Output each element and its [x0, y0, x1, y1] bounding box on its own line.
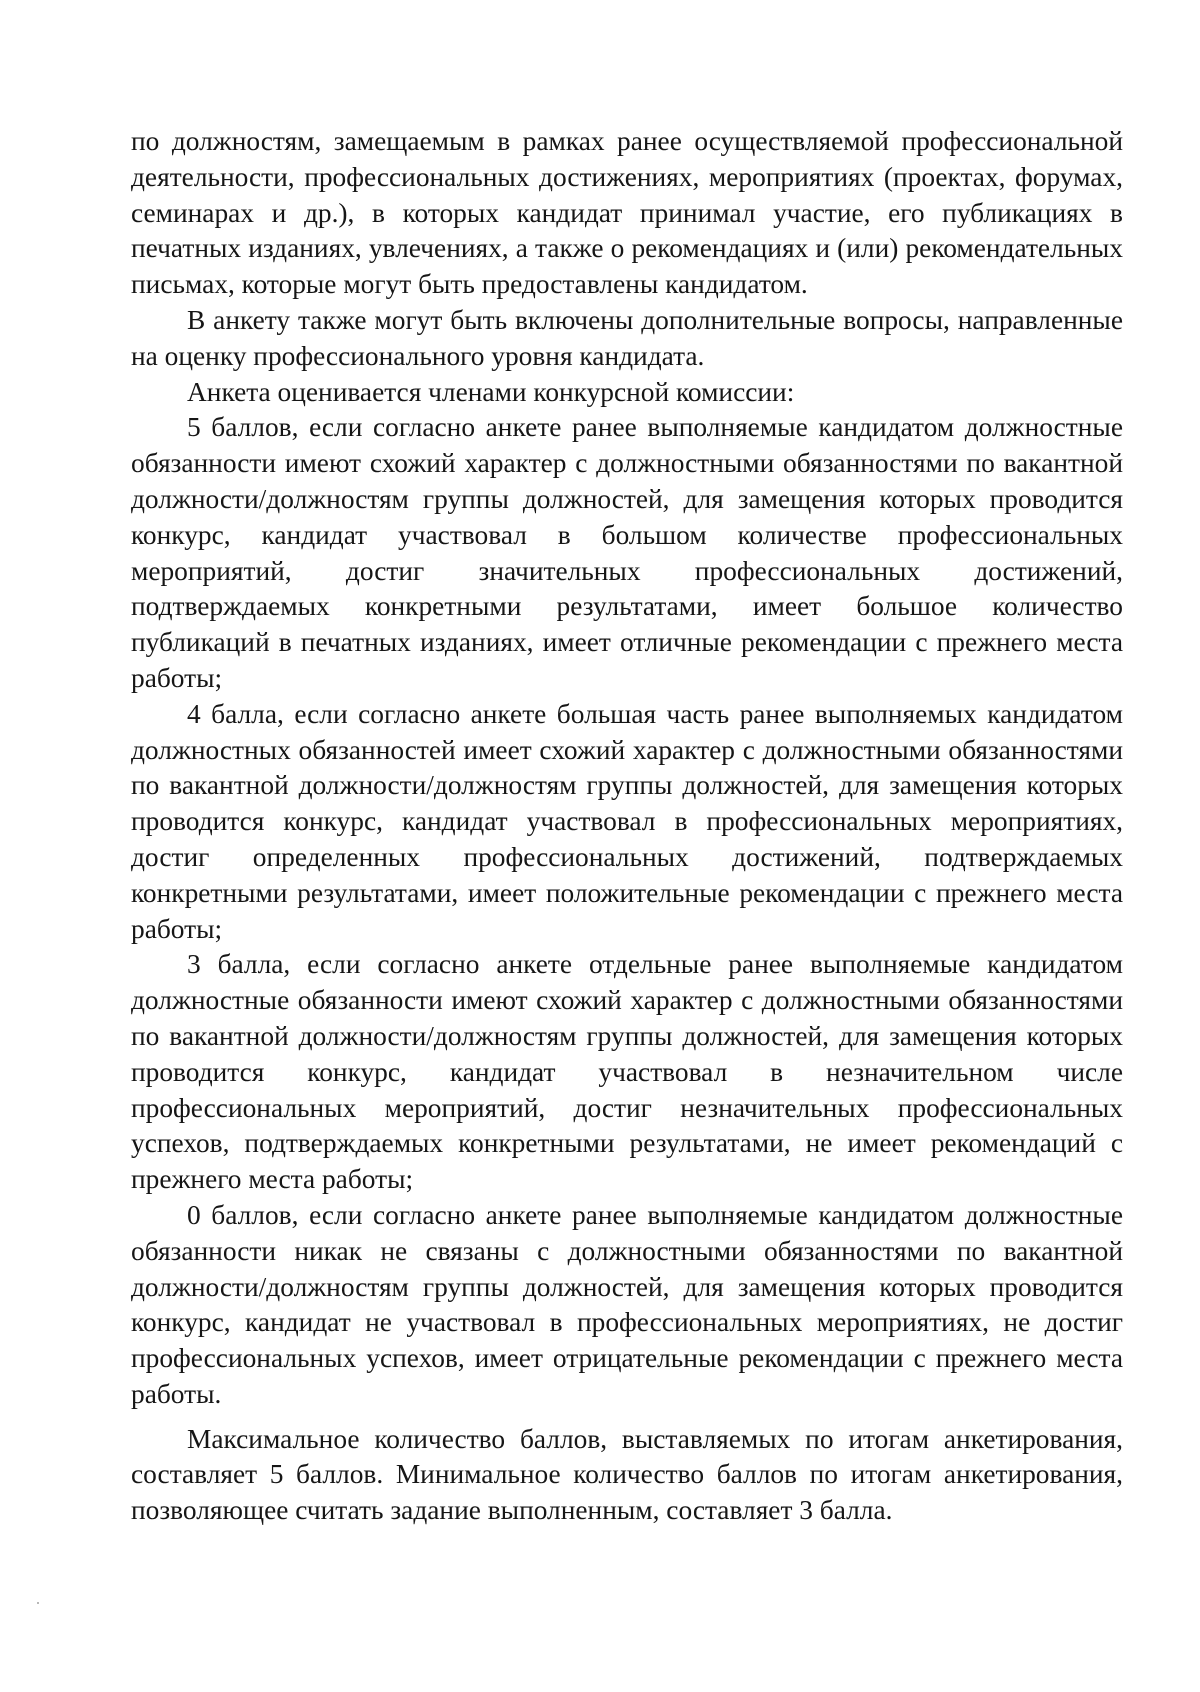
paragraph-additional-questions: В анкету также могут быть включены дополнительные вопросы, направленные на оценку профессионального уровня кандидата. [131, 304, 1123, 371]
paragraph-score-0: 0 баллов, если согласно анкете ранее выполняемые кандидатом должностные обязанности никак не связаны с должностными обязанностями по вакантной должности/должностям группы должностей, для замещения которых проводится конкурс, кандидат не участвовал в профессиональных мероприятиях, не достиг профессиональных успехов, имеет отрицательные рекомендации с прежнего места работы. [131, 1199, 1123, 1409]
paragraph-score-4: 4 балла, если согласно анкете большая часть ранее выполняемых кандидатом должностных обязанностей имеет схожий характер с должностными обязанностями по вакантной должности/должностям группы должностей, для замещения которых проводится конкурс, кандидат участвовал в профессиональных мероприятиях, достиг определенных профессиональных достижений, подтверждаемых конкретными результатами, имеет положительные рекомендации с прежнего места работы; [131, 698, 1123, 944]
paragraph-continuation: по должностям, замещаемым в рамках ранее осуществляемой профессиональной деятельности, профессиональных достижениях, мероприятиях (проектах, форумах, семинарах и др.), в которых кандидат принимал участие, его публикациях в печатных изданиях, увлечениях, а также о рекомендациях и (или) рекомендательных письмах, которые могут быть предоставлены кандидатом. [131, 126, 1123, 300]
paragraph-score-summary: Максимальное количество баллов, выставляемых по итогам анкетирования, составляет 5 баллов. Минимальное количество баллов по итогам анкетирования, позволяющее считать задание выполненным, составляет 3 балла. [131, 1423, 1123, 1526]
document-body [131, 124, 1123, 1529]
paragraph-score-3: 3 балла, если согласно анкете отдельные ранее выполняемые кандидатом должностные обязанности имеют схожий характер с должностными обязанностями по вакантной должности/должностям группы должностей, для замещения которых проводится конкурс, кандидат участвовал в незначительном числе профессиональных мероприятий, достиг незначительных профессиональных успехов, подтверждаемых конкретными результатами, не имеет рекомендаций с прежнего места работы; [131, 949, 1123, 1195]
paragraph-score-5: 5 баллов, если согласно анкете ранее выполняемые кандидатом должностные обязанности имеют схожий характер с должностными обязанностями по вакантной должности/должностям группы должностей, для замещения которых проводится конкурс, кандидат участвовал в большом количестве профессиональных мероприятий, достиг значительных профессиональных достижений, подтверждаемых конкретными результатами, имеет большое количество публикаций в печатных изданиях, имеет отличные рекомендации с прежнего места работы; [131, 412, 1123, 693]
scan-artifact [37, 1602, 39, 1604]
paragraph-evaluation-intro: Анкета оценивается членами конкурсной комиссии: [187, 376, 795, 407]
